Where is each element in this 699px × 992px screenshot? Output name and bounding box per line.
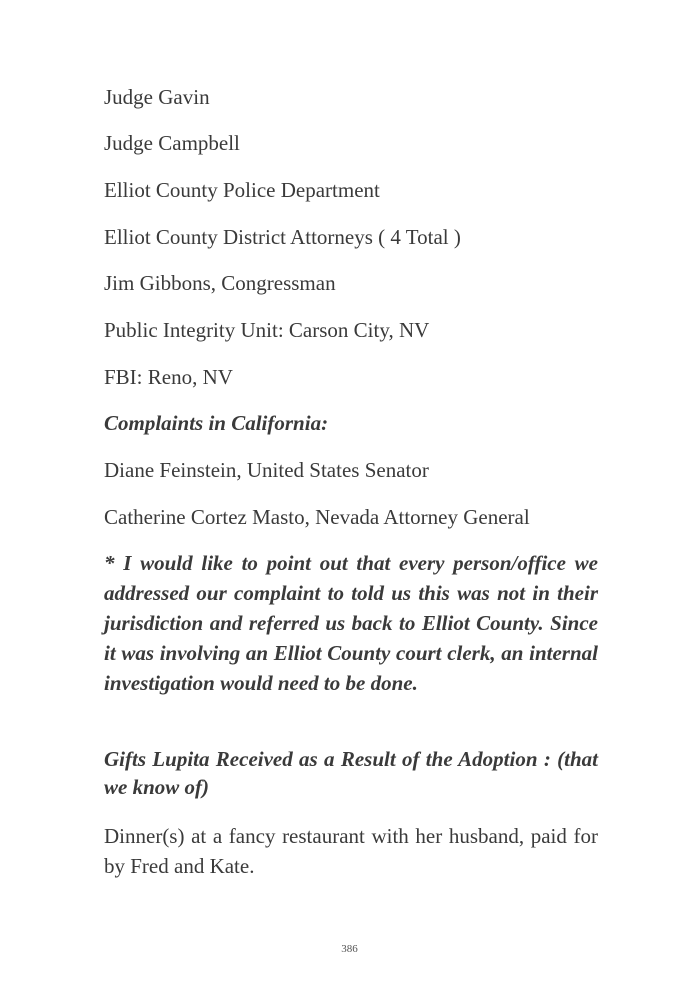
section-heading: Gifts Lupita Received as a Result of the Adoption : (that we know of) (104, 747, 598, 799)
text-line: Public Integrity Unit: Carson City, NV (104, 318, 430, 342)
body-paragraph: Dinner(s) at a fancy restaurant with her husband, paid for by Fred and Kate. (104, 824, 598, 878)
section-heading: Complaints in California: (104, 411, 329, 435)
text-line: Judge Gavin (104, 85, 210, 109)
text-line: Judge Campbell (104, 131, 240, 155)
text-line: Elliot County District Attorneys ( 4 Total ) (104, 225, 461, 249)
text-line: FBI: Reno, NV (104, 365, 233, 389)
page-number: 386 (341, 943, 358, 955)
text-line: Jim Gibbons, Congressman (104, 271, 336, 295)
text-line: Elliot County Police Department (104, 178, 380, 202)
note-paragraph: * I would like to point out that every person/office we addressed our complaint to told us this was not in their jurisdiction and referred us back to Elliot County. Since it was involving an Elliot County court clerk, an internal investigation would need to be done. (104, 551, 598, 695)
text-line: Catherine Cortez Masto, Nevada Attorney General (104, 505, 530, 529)
text-line: Diane Feinstein, United States Senator (104, 458, 429, 482)
